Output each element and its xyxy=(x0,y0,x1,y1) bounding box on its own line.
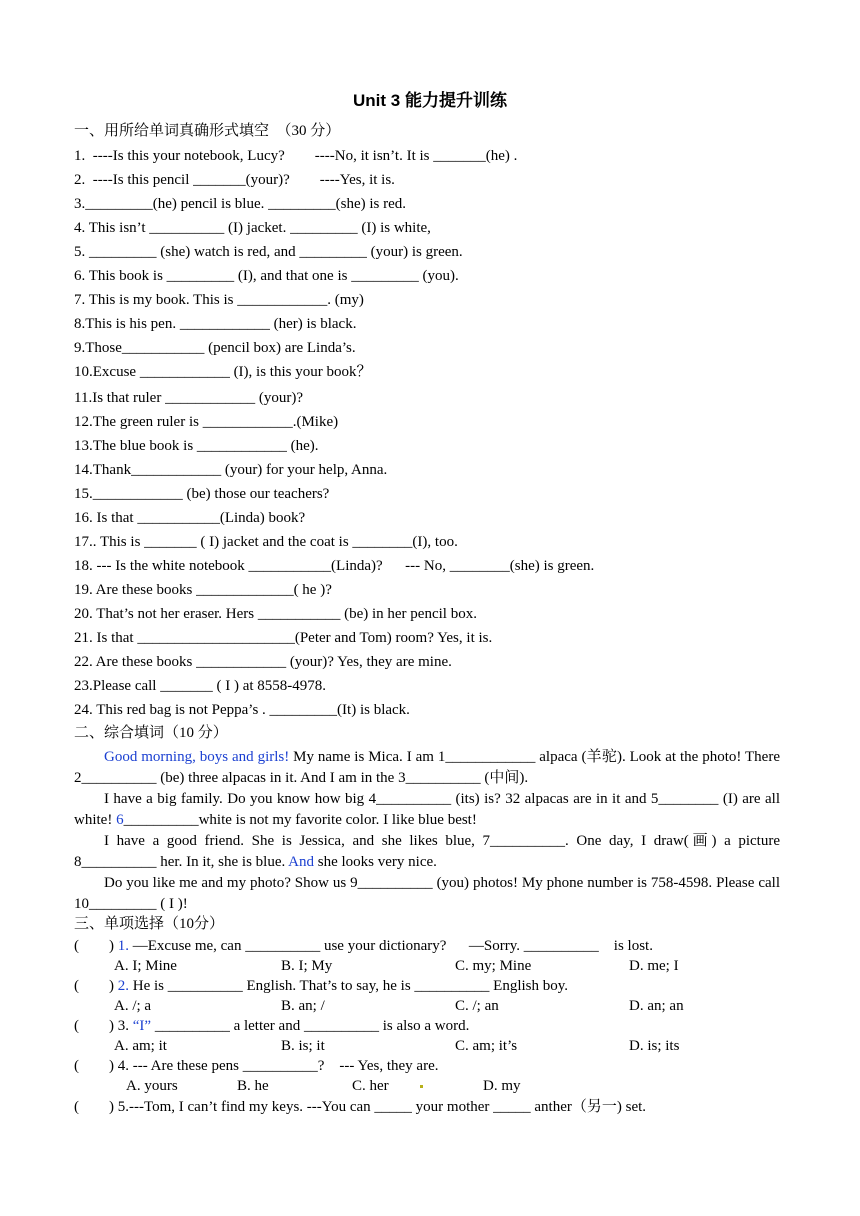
fill-in-item: 23.Please call _______ ( I ) at 8558-4978. xyxy=(74,678,327,694)
q4-option-d: D. my xyxy=(483,1078,521,1094)
fill-in-item: 20. That’s not her eraser. Hers ___________ (be) in her pencil box. xyxy=(74,606,477,622)
fill-in-item: 22. Are these books ____________ (your)? Yes, they are mine. xyxy=(74,654,452,670)
section-1-heading: 一、用所给单词真确形式填空 （30 分） xyxy=(74,123,341,139)
question-2 xyxy=(74,976,568,996)
question-1 xyxy=(74,936,653,956)
fill-in-item: 8.This is his pen. ____________ (her) is black. xyxy=(74,316,357,332)
q1-option-b: B. I; My xyxy=(281,958,333,974)
answer-bracket: ( ) xyxy=(74,978,118,994)
q3-option-c: C. am; it’s xyxy=(455,1038,518,1054)
passage-paragraph-4: Do you like me and my photo? Show us 9__________ (you) photos! My phone number is 758-4598. Please call 10_________ ( I )! xyxy=(74,875,780,912)
question-4: ( ) 4. --- Are these pens __________? --- Yes, they are. xyxy=(74,1058,439,1074)
question-3 xyxy=(74,1016,469,1036)
stray-dot-mark xyxy=(420,1085,423,1088)
fill-in-item: 5. _________ (she) watch is red, and _________ (your) is green. xyxy=(74,244,463,260)
greeting-text: Good morning, boys and girls! xyxy=(104,749,290,765)
page-title: Unit 3 能力提升训练 xyxy=(353,91,507,110)
q3-option-b: B. is; it xyxy=(281,1038,325,1054)
answer-bracket: ( ) xyxy=(74,938,118,954)
section-2-heading: 二、综合填词（10 分） xyxy=(74,725,228,741)
blank-6-number: 6 xyxy=(116,812,124,828)
fill-in-item: 4. This isn’t __________ (I) jacket. _________ (I) is white, xyxy=(74,220,431,236)
fill-in-item: 12.The green ruler is ____________.(Mike) xyxy=(74,414,339,430)
q3-option-d: D. is; its xyxy=(629,1038,680,1054)
fill-in-item: 24. This red bag is not Peppa’s . _________(It) is black. xyxy=(74,702,410,718)
paragraph-1-text: My name is Mica. I am 1____________ alpaca (羊驼). Look at the photo! There 2__________ (be) three alpacas in it. And I am in the 3__________ (中间). xyxy=(74,749,780,786)
question-1-text: —Excuse me, can __________ use your dictionary? —Sorry. __________ is lost. xyxy=(129,938,653,954)
passage-paragraph-1 xyxy=(74,747,780,789)
fill-in-item: 9.Those___________ (pencil box) are Linda’s. xyxy=(74,340,356,356)
fill-in-item: 14.Thank____________ (your) for your help, Anna. xyxy=(74,462,388,478)
fill-in-item: 16. Is that ___________(Linda) book? xyxy=(74,510,306,526)
question-2-number: 2. xyxy=(117,978,129,994)
q2-option-a: A. /; a xyxy=(114,998,152,1014)
fill-in-item: 17.. This is _______ ( I) jacket and the coat is ________(I), too. xyxy=(74,534,458,550)
q1-option-d: D. me; I xyxy=(629,958,679,974)
fill-in-item: 18. --- Is the white notebook ___________(Linda)? --- No, ________(she) is green. xyxy=(74,558,595,574)
fill-in-item: 7. This is my book. This is ____________. (my) xyxy=(74,292,364,308)
q3-option-a: A. am; it xyxy=(114,1038,167,1054)
section-3-heading: 三、单项选择（10分） xyxy=(74,916,225,932)
fill-in-item: 2. ----Is this pencil _______(your)? ----Yes, it is. xyxy=(74,172,395,188)
paragraph-2-text-b: __________white is not my favorite color. I like blue best! xyxy=(123,812,477,828)
section-2-passage xyxy=(74,747,780,915)
fill-in-item: 6. This book is _________ (I), and that one is _________ (you). xyxy=(74,268,459,284)
passage-paragraph-2 xyxy=(74,789,780,831)
q4-option-b: B. he xyxy=(237,1078,269,1094)
q1-option-a: A. I; Mine xyxy=(114,958,177,974)
fill-in-item: 19. Are these books _____________( he )? xyxy=(74,582,332,598)
question-1-number: 1. xyxy=(117,938,129,954)
q4-option-a: A. yours xyxy=(126,1078,178,1094)
question-5: ( ) 5.---Tom, I can’t find my keys. ---You can _____ your mother _____ anther（另一) set. xyxy=(74,1099,647,1115)
quoted-i: “I” xyxy=(132,1018,152,1034)
question-3-text: __________ a letter and __________ is also a word. xyxy=(151,1018,470,1034)
paragraph-3-text-b: she looks very nice. xyxy=(314,854,437,870)
q2-option-c: C. /; an xyxy=(455,998,499,1014)
paragraph-2-text-a: I have a big family. Do you know how big 4__________ (its) is? 32 alpacas are in it and 5________ (I) are all white! xyxy=(74,791,780,828)
paragraph-3-text-a: I have a good friend. She is Jessica, and she likes blue, 7__________. One day, I draw(画) a picture 8__________ her. In it, she is blue. xyxy=(74,833,780,870)
question-3-prefix: ( ) 3. xyxy=(74,1018,133,1034)
fill-in-item: 1. ----Is this your notebook, Lucy? ----No, it isn’t. It is _______(he) . xyxy=(74,148,518,164)
and-word: And xyxy=(288,854,314,870)
fill-in-item: 13.The blue book is ____________ (he). xyxy=(74,438,319,454)
q1-option-c: C. my; Mine xyxy=(455,958,532,974)
q2-option-b: B. an; / xyxy=(281,998,325,1014)
fill-in-item: 3._________(he) pencil is blue. _________(she) is red. xyxy=(74,196,407,212)
q2-option-d: D. an; an xyxy=(629,998,684,1014)
q4-option-c: C. her xyxy=(352,1078,389,1094)
fill-in-item: 21. Is that _____________________(Peter and Tom) room? Yes, it is. xyxy=(74,630,493,646)
fill-in-item: 11.Is that ruler ____________ (your)? xyxy=(74,390,303,406)
passage-paragraph-3 xyxy=(74,831,780,873)
fill-in-item: 10.Excuse ____________ (I), is this your book？ xyxy=(74,364,372,380)
question-2-text: He is __________ English. That’s to say, he is __________ English boy. xyxy=(129,978,569,994)
fill-in-item: 15.____________ (be) those our teachers? xyxy=(74,486,330,502)
